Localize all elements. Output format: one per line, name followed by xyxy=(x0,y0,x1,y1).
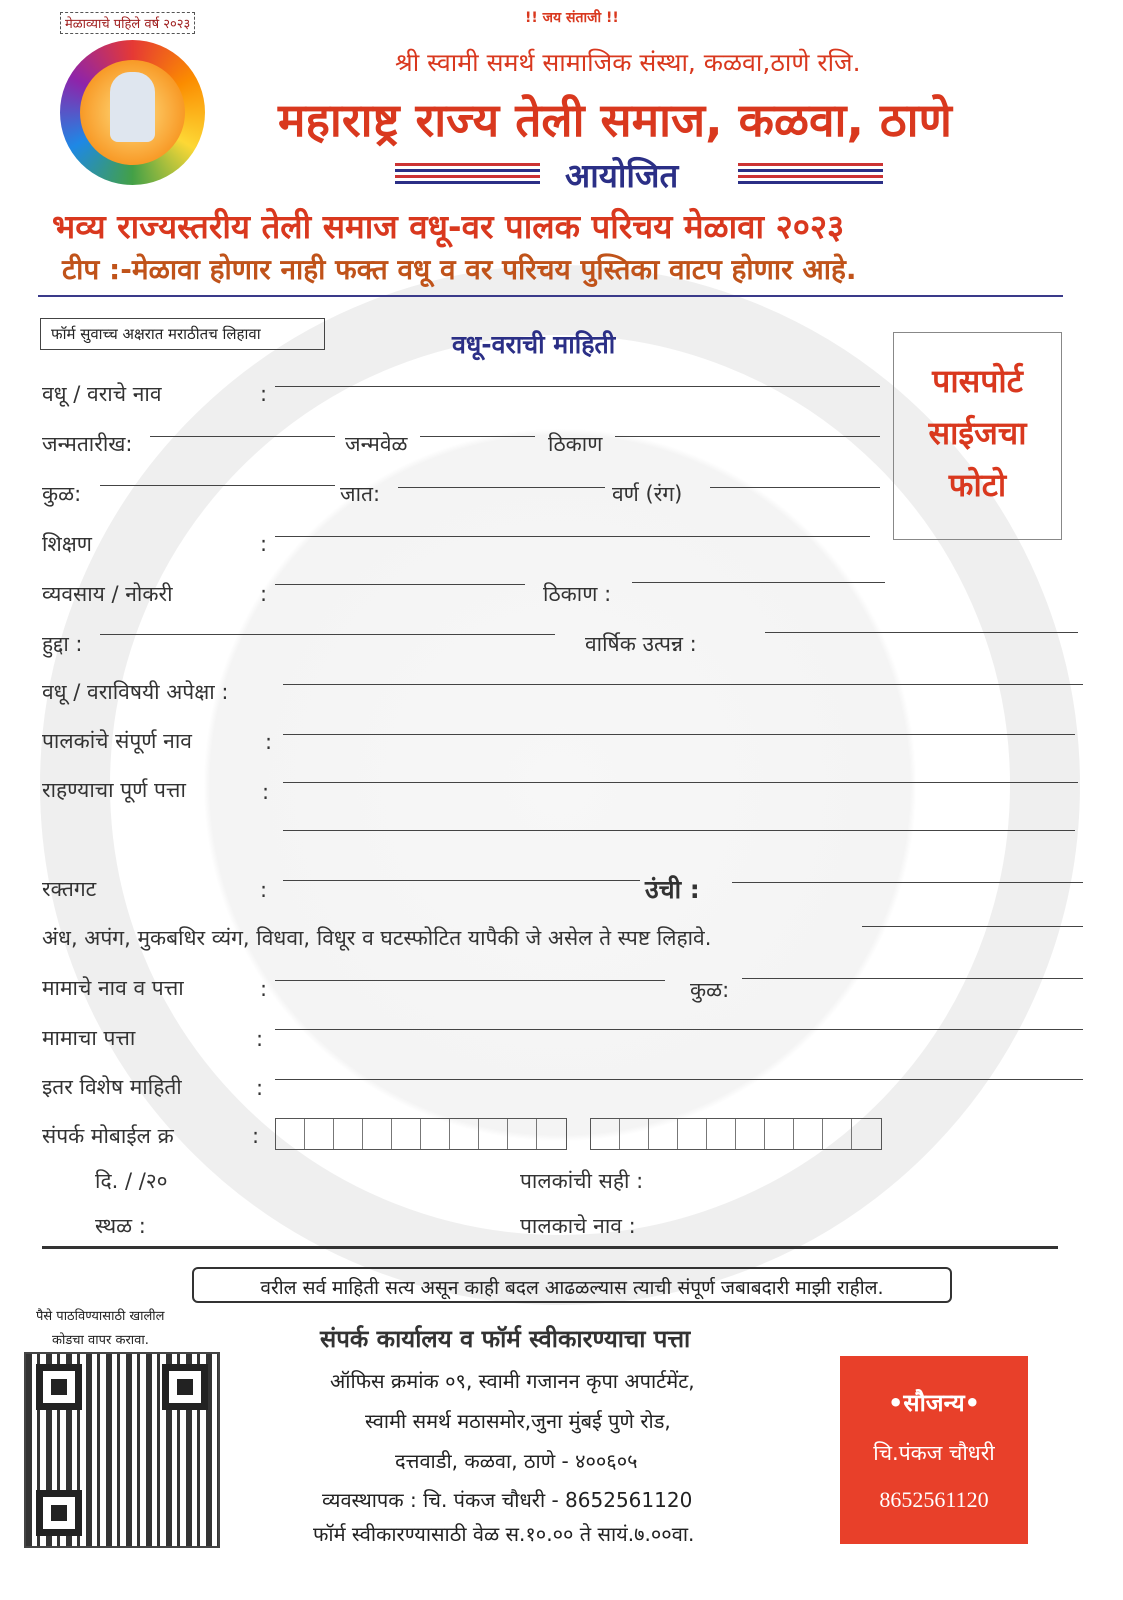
education-field[interactable] xyxy=(275,536,870,537)
place-label: स्थळ : xyxy=(95,1214,146,1238)
caste-field[interactable] xyxy=(398,487,605,488)
contact-line-2: स्वामी समर्थ मठासमोर,जुना मुंबई पुणे रोड, xyxy=(365,1409,671,1433)
birth-place-field[interactable] xyxy=(615,436,880,437)
photo-box xyxy=(893,332,1062,540)
contact-line-3: दत्तवाडी, कळवा, ठाणे - ४००६०५ xyxy=(395,1449,638,1473)
stripes-left xyxy=(395,163,540,185)
contact-line-5: फॉर्म स्वीकारण्यासाठी वेळ स.१०.०० ते सायं.७.००वा. xyxy=(313,1522,695,1546)
post-label: हुद्दा : xyxy=(42,632,83,656)
organized-label: आयोजित xyxy=(565,156,679,195)
main-title: महाराष्ट्र राज्य तेली समाज, कळवा, ठाणे xyxy=(278,93,952,147)
jay-santaji: !! जय संताजी !! xyxy=(525,10,619,26)
work-place-label: ठिकाण : xyxy=(543,582,612,606)
uncle-kul-label: कुळ: xyxy=(690,978,730,1002)
blood-group-label: रक्तगट xyxy=(42,877,97,901)
sponsor-box xyxy=(840,1356,1028,1544)
event-title: भव्य राज्यस्तरीय तेली समाज वधू-वर पालक परिचय मेळावा २०२३ xyxy=(52,207,845,246)
colon: : xyxy=(260,582,268,606)
stripes-right xyxy=(738,163,883,185)
photo-label-1: पासपोर्ट xyxy=(932,362,1023,400)
colon: : xyxy=(265,730,273,754)
other-info-field[interactable] xyxy=(275,1079,1083,1080)
mobile-label: संपर्क मोबाईल क्र xyxy=(42,1124,174,1148)
birth-time-label: जन्मवेळ xyxy=(345,432,408,456)
payment-qr-code[interactable] xyxy=(24,1352,220,1548)
uncle-kul-field[interactable] xyxy=(742,978,1083,979)
colon: : xyxy=(260,532,268,556)
height-label: उंची : xyxy=(645,875,700,904)
disability-label: अंध, अपंग, मुकबधिर व्यंग, विधवा, विधूर व घटस्फोटित यापैकी जे असेल ते स्पष्ट लिहावे. xyxy=(42,926,712,950)
declaration: वरील सर्व माहिती सत्य असून काही बदल आढळल्यास त्याची संपूर्ण जबाबदारी माझी राहील. xyxy=(192,1267,952,1303)
instruction-box: फॉर्म सुवाच्च अक्षरात मराठीतच लिहावा xyxy=(40,318,325,350)
qr-caption-1: पैसे पाठविण्यासाठी खालील xyxy=(36,1309,165,1324)
organization-name: श्री स्वामी समर्थ सामाजिक संस्था, कळवा,ठाणे रजि. xyxy=(395,48,861,77)
uncle-field[interactable] xyxy=(275,980,665,981)
education-label: शिक्षण xyxy=(42,532,92,556)
colon: : xyxy=(260,382,268,406)
header-divider xyxy=(38,295,1063,297)
height-field[interactable] xyxy=(732,882,1083,883)
other-info-label: इतर विशेष माहिती xyxy=(42,1075,182,1099)
uncle-address-field[interactable] xyxy=(275,1029,1083,1030)
parent-name-field[interactable] xyxy=(283,734,1075,735)
income-label: वार्षिक उत्पन्न : xyxy=(585,632,697,656)
name-field[interactable] xyxy=(275,386,880,387)
income-field[interactable] xyxy=(765,632,1078,633)
occupation-field[interactable] xyxy=(275,584,525,585)
colon: : xyxy=(260,878,268,902)
birth-time-field[interactable] xyxy=(420,436,535,437)
colon: : xyxy=(252,1124,260,1148)
uncle-label: मामाचे नाव व पत्ता xyxy=(42,976,184,1000)
contact-line-1: ऑफिस क्रमांक ०९, स्वामी गजानन कृपा अपार्टमेंट, xyxy=(330,1369,695,1393)
complexion-label: वर्ण (रंग) xyxy=(612,482,683,506)
date-label: दि. / /२० xyxy=(95,1169,168,1193)
contact-line-4: व्यवस्थापक : चि. पंकज चौधरी - 8652561120 xyxy=(322,1488,693,1512)
parent-sign-label: पालकांची सही : xyxy=(520,1169,644,1193)
birth-place-label: ठिकाण xyxy=(548,432,603,456)
section-title: वधू-वराची माहिती xyxy=(452,330,616,359)
address-field-2[interactable] xyxy=(283,830,1075,831)
work-place-field[interactable] xyxy=(632,582,885,583)
dob-label: जन्मतारीख: xyxy=(42,432,133,456)
colon: : xyxy=(256,1076,264,1100)
parent-name-label: पालकांचे संपूर्ण नाव xyxy=(42,729,192,753)
kul-field[interactable] xyxy=(100,485,335,486)
photo-label-3: फोटो xyxy=(948,466,1007,504)
dob-field[interactable] xyxy=(150,436,335,437)
address-label: राहण्याचा पूर्ण पत्ता xyxy=(42,778,186,802)
year-badge: मेळाव्याचे पहिले वर्ष २०२३ xyxy=(60,12,195,34)
address-field-1[interactable] xyxy=(283,782,1078,783)
mobile-input-2[interactable] xyxy=(590,1118,882,1150)
sponsor-phone: 8652561120 xyxy=(879,1487,989,1512)
name-label: वधू / वराचे नाव xyxy=(42,382,162,406)
contact-title: संपर्क कार्यालय व फॉर्म स्वीकारण्याचा पत्ता xyxy=(320,1325,691,1353)
post-field[interactable] xyxy=(100,634,555,635)
colon: : xyxy=(260,977,268,1001)
kul-label: कुळ: xyxy=(42,482,82,506)
parent-name-sign-label: पालकाचे नाव : xyxy=(520,1214,636,1238)
complexion-field[interactable] xyxy=(710,487,880,488)
occupation-label: व्यवसाय / नोकरी xyxy=(42,582,173,606)
colon: : xyxy=(256,1027,264,1051)
caste-label: जात: xyxy=(340,482,381,506)
qr-caption-2: कोडचा वापर करावा. xyxy=(52,1333,149,1348)
logo xyxy=(60,40,205,185)
expectation-field[interactable] xyxy=(283,684,1083,685)
photo-label-2: साईजचा xyxy=(928,414,1027,452)
colon: : xyxy=(262,780,270,804)
note: टीप :-मेळावा होणार नाही फक्त वधू व वर परिचय पुस्तिका वाटप होणार आहे. xyxy=(62,253,857,286)
disability-field[interactable] xyxy=(862,926,1083,927)
sponsor-title: •सौजन्य• xyxy=(888,1389,980,1417)
mobile-input-1[interactable] xyxy=(275,1118,567,1150)
form-divider xyxy=(42,1246,1058,1249)
blood-group-field[interactable] xyxy=(283,880,640,881)
sponsor-name: चि.पंकज चौधरी xyxy=(873,1441,995,1465)
uncle-address-label: मामाचा पत्ता xyxy=(42,1026,136,1050)
expectation-label: वधू / वराविषयी अपेक्षा : xyxy=(42,680,229,704)
